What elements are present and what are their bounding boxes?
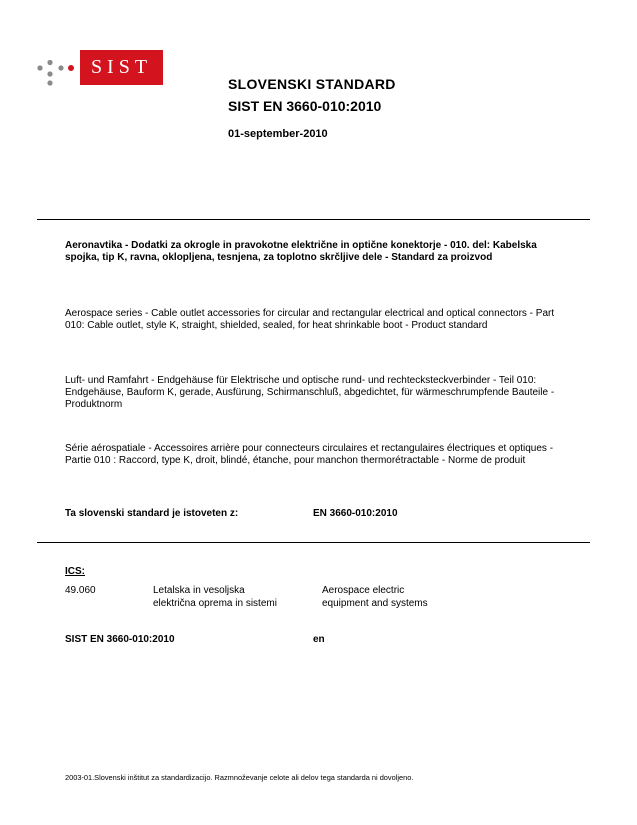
- footer-copyright: 2003-01.Slovenski inštitut za standardizacijo. Razmnoževanje celote ali delov tega standarda ni dovoljeno.: [65, 773, 414, 782]
- ics-desc-en-line1: Aerospace electric: [322, 585, 405, 596]
- top-divider: [37, 219, 590, 220]
- logo-text: SIST: [90, 56, 153, 78]
- title-english: Aerospace series - Cable outlet accessories for circular and rectangular electrical and optical connectors - Part 010: Cable outlet, style K, straight, shielded, sealed, for heat shrinkable boot - Product standard: [65, 308, 555, 331]
- title-german: Luft- und Ramfahrt - Endgehäuse für Elektrische und optische rund- und rechtecksteckverbinder - Teil 010: Endgehäuse, Bauform K, gerade, Ausfürung, Schirmanschluß, abgedichtet, für wärmeschrumpfende Bauteile - Produktnorm: [65, 375, 555, 410]
- standard-label: SLOVENSKI STANDARD: [228, 76, 396, 92]
- ics-code: 49.060: [65, 585, 96, 596]
- identical-label: Ta slovenski standard je istoveten z:: [65, 508, 239, 519]
- title-french: Série aérospatiale - Accessoires arrière pour connecteurs circulaires et rectangulaires électriques et optiques - Partie 010 : Raccord, type K, droit, blindé, étanche, pour manchon thermorétractable - Norme de produit: [65, 443, 554, 466]
- ics-desc-en-line2: equipment and systems: [322, 598, 428, 609]
- middle-divider: [37, 542, 590, 543]
- standard-number: SIST EN 3660-010:2010: [228, 98, 382, 114]
- ics-desc-sl-line1: Letalska in vesoljska: [153, 585, 245, 596]
- identical-value: EN 3660-010:2010: [313, 508, 398, 519]
- bottom-language: en: [313, 634, 325, 645]
- ics-desc-sl-line2: električna oprema in sistemi: [153, 598, 277, 609]
- publication-date: 01-september-2010: [228, 128, 328, 140]
- ics-heading: ICS:: [65, 566, 85, 577]
- title-slovenian: Aeronavtika - Dodatki za okrogle in pravokotne električne in optične konektorje - 010. del: Kabelska spojka, tip K, ravna, oklopljena, tesnjena, za toplotno skrčljive dele - Standard za proizvod: [65, 240, 537, 263]
- bottom-standard-ref: SIST EN 3660-010:2010: [65, 634, 175, 645]
- logo-dots-icon: [37, 60, 77, 88]
